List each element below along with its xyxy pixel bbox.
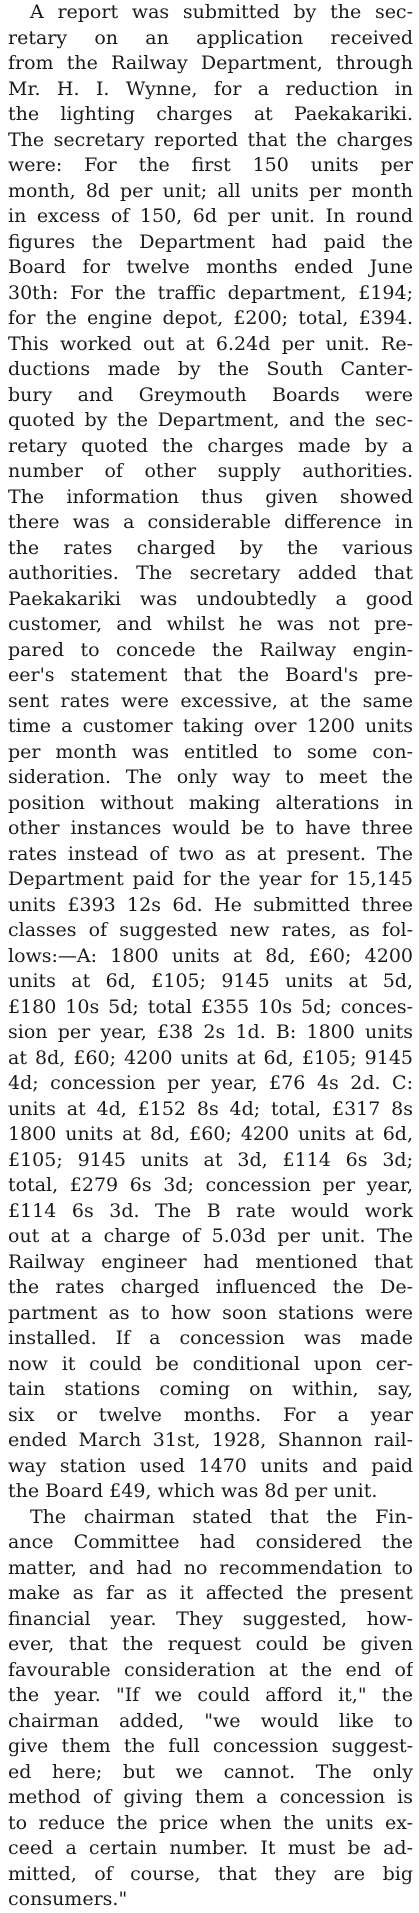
text-line: Paekakariki was undoubtedly a good [8, 587, 413, 610]
text-line: The chairman stated that the Fin- [30, 1505, 413, 1528]
text-line: way station used 1470 units and paid [8, 1454, 413, 1477]
text-line: customer, and whilst he was not pre- [8, 613, 413, 635]
text-line: £114 6s 3d. The B rate would work [8, 1199, 413, 1222]
text-line: installed. If a concession was made [8, 1327, 413, 1349]
text-line: partment as to how soon stations were [8, 1301, 413, 1324]
text-line: total, £279 6s 3d; concession per year, [8, 1174, 413, 1196]
text-line: ance Committee had considered the [8, 1531, 413, 1553]
text-line: the rates charged influenced the De- [8, 1276, 413, 1298]
text-line: The information thus given showed [8, 485, 413, 508]
text-line: method of giving them a concession is [8, 1786, 413, 1808]
text-line: The secretary reported that the charges [8, 128, 413, 151]
text-line: ed here; but we cannot. The only [8, 1760, 413, 1783]
text-line: six or twelve months. For a year [8, 1403, 413, 1426]
text-line: figures the Department had paid the [8, 230, 413, 253]
text-line: pared to concede the Railway engin- [8, 638, 413, 661]
text-line: retary on an application received [8, 26, 413, 49]
text-line: make as far as it affected the present [8, 1582, 413, 1604]
text-line: authorities. The secretary added that [8, 562, 413, 584]
text-line: sideration. The only way to meet the [8, 766, 413, 788]
text-line: at 8d, £60; 4200 units at 6d, £105; 9145 [8, 1046, 413, 1069]
text-line: £180 10s 5d; total £355 10s 5d; conces- [8, 995, 413, 1018]
text-line: sion per year, £38 2s 1d. B: 1800 units [8, 1021, 413, 1043]
text-line: now it could be conditional upon cer- [8, 1352, 413, 1375]
text-line: 4d; concession per year, £76 4s 2d. C: [8, 1072, 413, 1094]
text-line: in excess of 150, 6d per unit. In round [8, 205, 413, 227]
text-line: eer's statement that the Board's pre- [8, 664, 413, 686]
text-line: £105; 9145 units at 3d, £114 6s 3d; [8, 1148, 413, 1171]
text-line: A report was submitted by the sec- [30, 1, 413, 23]
text-line: there was a considerable difference in [8, 511, 413, 533]
text-line: matter, and had no recommendation to [8, 1556, 413, 1579]
text-line: quoted by the Department, and the sec- [8, 409, 413, 431]
text-line: to reduce the price when the units ex- [8, 1811, 413, 1834]
text-line: classes of suggested new rates, as fol- [8, 919, 413, 941]
text-line: retary quoted the charges made by a [8, 434, 413, 457]
text-line: for the engine depot, £200; total, £394. [8, 307, 413, 329]
text-line: the year. "If we could afford it," the [8, 1684, 413, 1706]
text-line: position without making alterations in [8, 791, 413, 814]
text-line: the rates charged by the various [8, 536, 413, 559]
text-line: month, 8d per unit; all units per month [8, 179, 413, 202]
text-line: This worked out at 6.24d per unit. Re- [8, 332, 413, 355]
text-line: chairman added, "we would like to [8, 1709, 413, 1732]
text-line: 1800 units at 8d, £60; 4200 units at 6d, [8, 1123, 413, 1145]
text-line: lows:—A: 1800 units at 8d, £60; 4200 [8, 944, 413, 967]
text-line: rates instead of two as at present. The [8, 842, 413, 865]
text-line: give them the full concession suggest- [8, 1735, 413, 1757]
text-line: per month was entitled to some con- [8, 740, 413, 763]
text-line: consumers." [8, 1888, 128, 1910]
text-line: out at a charge of 5.03d per unit. The [8, 1225, 413, 1247]
text-line: units £393 12s 6d. He submitted three [8, 893, 413, 916]
text-line: Board for twelve months ended June [8, 256, 413, 278]
text-line: number of other supply authorities. [8, 460, 413, 482]
text-line: 30th: For the traffic department, £194; [8, 281, 413, 304]
text-line: the lighting charges at Paekakariki. [8, 103, 413, 125]
text-line: other instances would be to have three [8, 817, 413, 839]
text-line: ever, that the request could be given [8, 1633, 413, 1655]
text-line: tain stations coming on within, say, [8, 1378, 413, 1400]
text-line: ductions made by the South Canter- [8, 358, 413, 380]
text-line: Mr. H. I. Wynne, for a reduction in [8, 77, 413, 100]
text-line: sent rates were excessive, at the same [8, 689, 413, 712]
text-line: favourable consideration at the end of [8, 1658, 413, 1681]
text-line: financial year. They suggested, how- [8, 1607, 413, 1630]
text-line: from the Railway Department, through [8, 52, 413, 74]
text-line: ended March 31st, 1928, Shannon rail- [8, 1429, 413, 1451]
text-line: units at 6d, £105; 9145 units at 5d, [8, 970, 413, 992]
text-line: time a customer taking over 1200 units [8, 715, 413, 737]
text-line: were: For the first 150 units per [8, 154, 413, 176]
text-line: bury and Greymouth Boards were [8, 383, 413, 406]
text-line: Railway engineer had mentioned that [8, 1250, 413, 1273]
text-line: Department paid for the year for 15,145 [8, 868, 413, 890]
text-line: ceed a certain number. It must be ad- [8, 1837, 413, 1859]
text-line: the Board £49, which was 8d per unit. [8, 1480, 378, 1502]
text-line: units at 4d, £152 8s 4d; total, £317 8s [8, 1097, 413, 1120]
article-paragraph [8, 0, 413, 1505]
text-line: mitted, of course, that they are big [8, 1862, 413, 1885]
article-paragraph [8, 1505, 413, 1913]
